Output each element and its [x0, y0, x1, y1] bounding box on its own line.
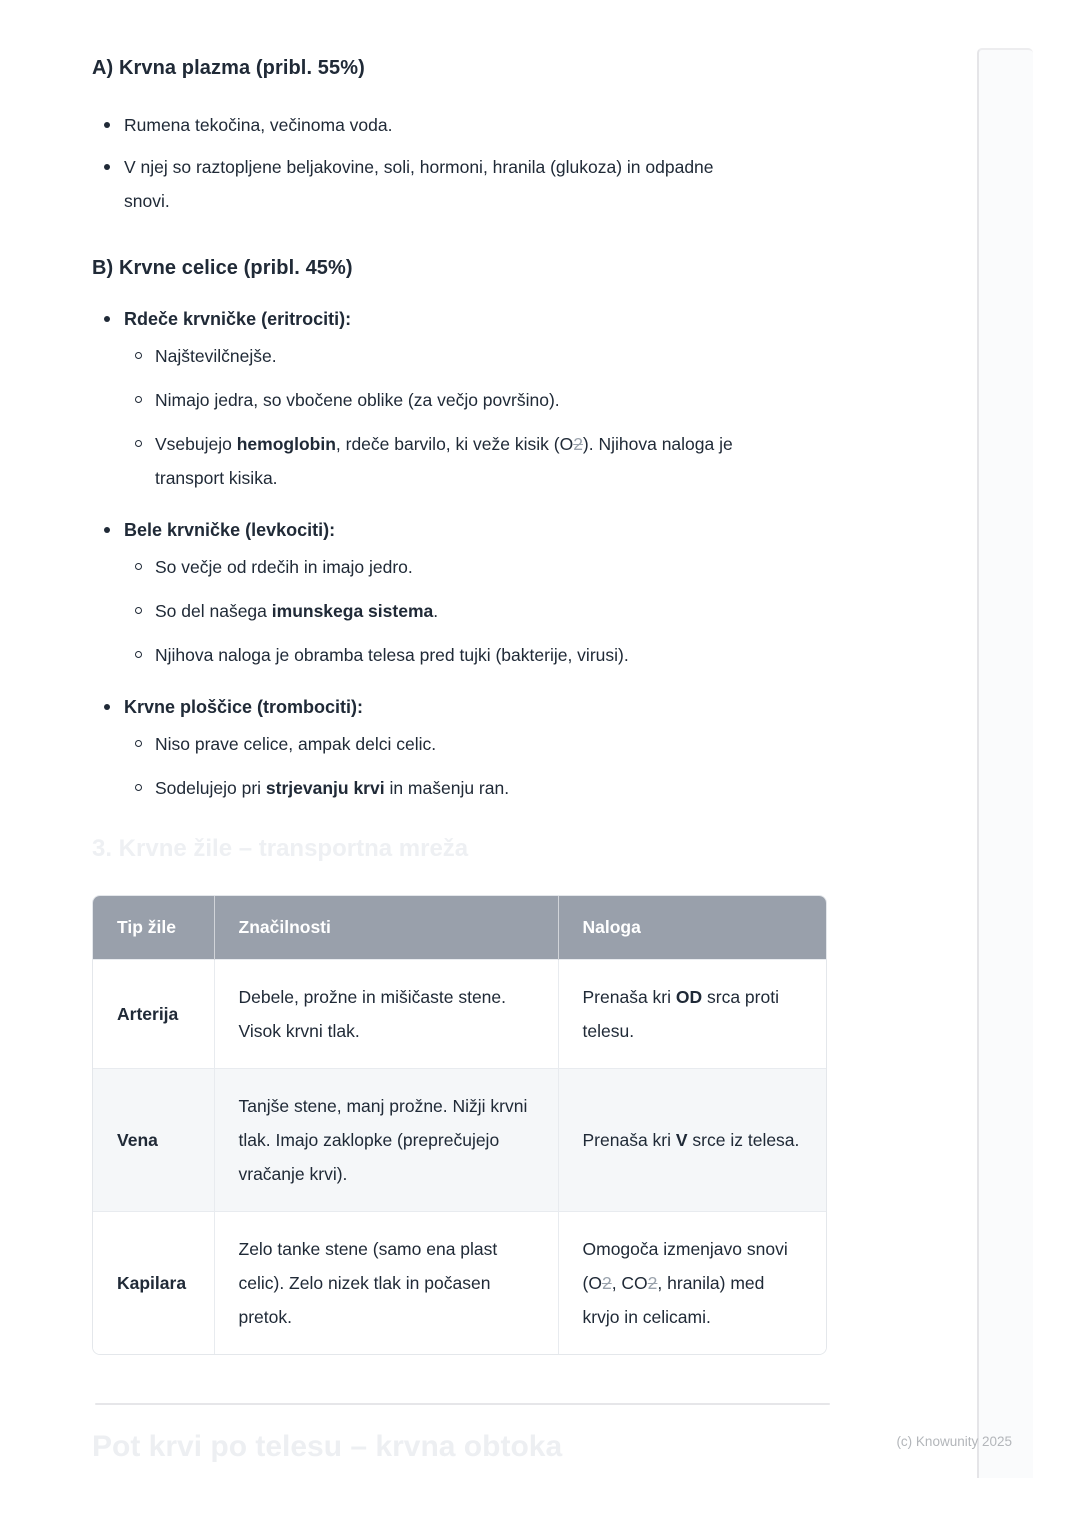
- section-a-heading: A) Krvna plazma (pribl. 55%): [92, 57, 365, 79]
- sub-item-text: Niso prave celice, ampak delci celic.: [155, 734, 437, 754]
- list-item-text: V njej so raztopljene beljakovine, soli, hormoni, hranila (glukoza) in odpadne snovi.: [124, 157, 714, 211]
- sub-item-text: So del našega imunskega sistema.: [155, 601, 439, 621]
- sub-list-item: [92, 638, 832, 672]
- sub-list-item: [92, 727, 832, 761]
- bullet-circle-icon: [135, 607, 142, 614]
- bullet-circle-icon: [135, 352, 142, 359]
- bullet-circle-icon: [135, 740, 142, 747]
- section-3-heading-faint: 3. Krvne žile – transportna mreža: [92, 835, 469, 862]
- sub-list: [92, 727, 832, 805]
- cell-type: Arterija: [93, 960, 214, 1069]
- cell-task: Omogoča izmenjavo snovi (O2, CO2, hranila) med krvjo in celicami.: [558, 1212, 826, 1355]
- bullet-dot-icon: [104, 122, 110, 128]
- sub-item-text: Njihova naloga je obramba telesa pred tujki (bakterije, virusi).: [155, 645, 629, 665]
- sub-list-item: [92, 383, 832, 417]
- bullet-dot-icon: [104, 316, 110, 322]
- sub-item-text: Nimajo jedra, so vbočene oblike (za večjo površino).: [155, 390, 560, 410]
- sub-item-text: Najštevilčnejše.: [155, 346, 277, 366]
- section-divider: [95, 1403, 830, 1405]
- list-item-title: Rdeče krvničke (eritrociti):: [124, 309, 352, 329]
- sub-item-text: Vsebujejo hemoglobin, rdeče barvilo, ki veže kisik (O2). Njihova naloga je transport kisika.: [155, 434, 733, 488]
- sub-list: [92, 550, 832, 672]
- list-item-red-cells: [92, 302, 832, 495]
- table-row-arterija: [93, 960, 826, 1069]
- sub-list-item: [92, 771, 832, 805]
- list-item: [92, 513, 832, 547]
- scrollbar-track[interactable]: [977, 48, 1033, 1478]
- list-item: [92, 150, 832, 218]
- list-item: [92, 690, 832, 724]
- column-header-type: Tip žile: [93, 896, 214, 960]
- bullet-dot-icon: [104, 704, 110, 710]
- list-item-title: Krvne ploščice (trombociti):: [124, 697, 364, 717]
- bullet-circle-icon: [135, 563, 142, 570]
- list-item-platelets: [92, 690, 832, 805]
- sub-list-item: [92, 339, 832, 373]
- section-b-heading: B) Krvne celice (pribl. 45%): [92, 257, 353, 279]
- list-item: [92, 108, 832, 142]
- list-item-text: Rumena tekočina, večinoma voda.: [124, 115, 393, 135]
- cell-characteristics: Zelo tanke stene (samo ena plast celic). Zelo nizek tlak in počasen pretok.: [214, 1212, 558, 1355]
- vessels-table: [92, 895, 827, 1355]
- column-header-task: Naloga: [558, 896, 826, 960]
- bullet-circle-icon: [135, 396, 142, 403]
- sub-list-item: [92, 427, 832, 495]
- cell-task: Prenaša kri OD srca proti telesu.: [558, 960, 826, 1069]
- table-row-vena: [93, 1069, 826, 1212]
- bullet-circle-icon: [135, 651, 142, 658]
- cell-type: Kapilara: [93, 1212, 214, 1355]
- bullet-circle-icon: [135, 784, 142, 791]
- bullet-dot-icon: [104, 527, 110, 533]
- document-content: [92, 0, 832, 1467]
- section-a-bullet-list: [92, 108, 832, 218]
- bullet-circle-icon: [135, 440, 142, 447]
- sub-list: [92, 339, 832, 495]
- section-b-list: [92, 302, 832, 805]
- sub-list-item: [92, 594, 832, 628]
- sub-list-item: [92, 550, 832, 584]
- cell-type: Vena: [93, 1069, 214, 1212]
- sub-item-text: So večje od rdečih in imajo jedro.: [155, 557, 413, 577]
- section-4-heading-faint: Pot krvi po telesu – krvna obtoka: [92, 1430, 563, 1463]
- column-header-characteristics: Značilnosti: [214, 896, 558, 960]
- cell-characteristics: Debele, prožne in mišičaste stene. Visok krvni tlak.: [214, 960, 558, 1069]
- cell-characteristics: Tanjše stene, manj prožne. Nižji krvni tlak. Imajo zaklopke (preprečujejo vračanje krvi).: [214, 1069, 558, 1212]
- list-item-white-cells: [92, 513, 832, 672]
- table-row-kapilara: [93, 1212, 826, 1355]
- list-item: [92, 302, 832, 336]
- sub-item-text: Sodelujejo pri strjevanju krvi in mašenju ran.: [155, 778, 510, 798]
- list-item-title: Bele krvničke (levkociti):: [124, 520, 336, 540]
- table-header-row: [93, 896, 826, 960]
- copyright-watermark: (c) Knowunity 2025: [896, 1434, 1012, 1449]
- bullet-dot-icon: [104, 164, 110, 170]
- cell-task: Prenaša kri V srce iz telesa.: [558, 1069, 826, 1212]
